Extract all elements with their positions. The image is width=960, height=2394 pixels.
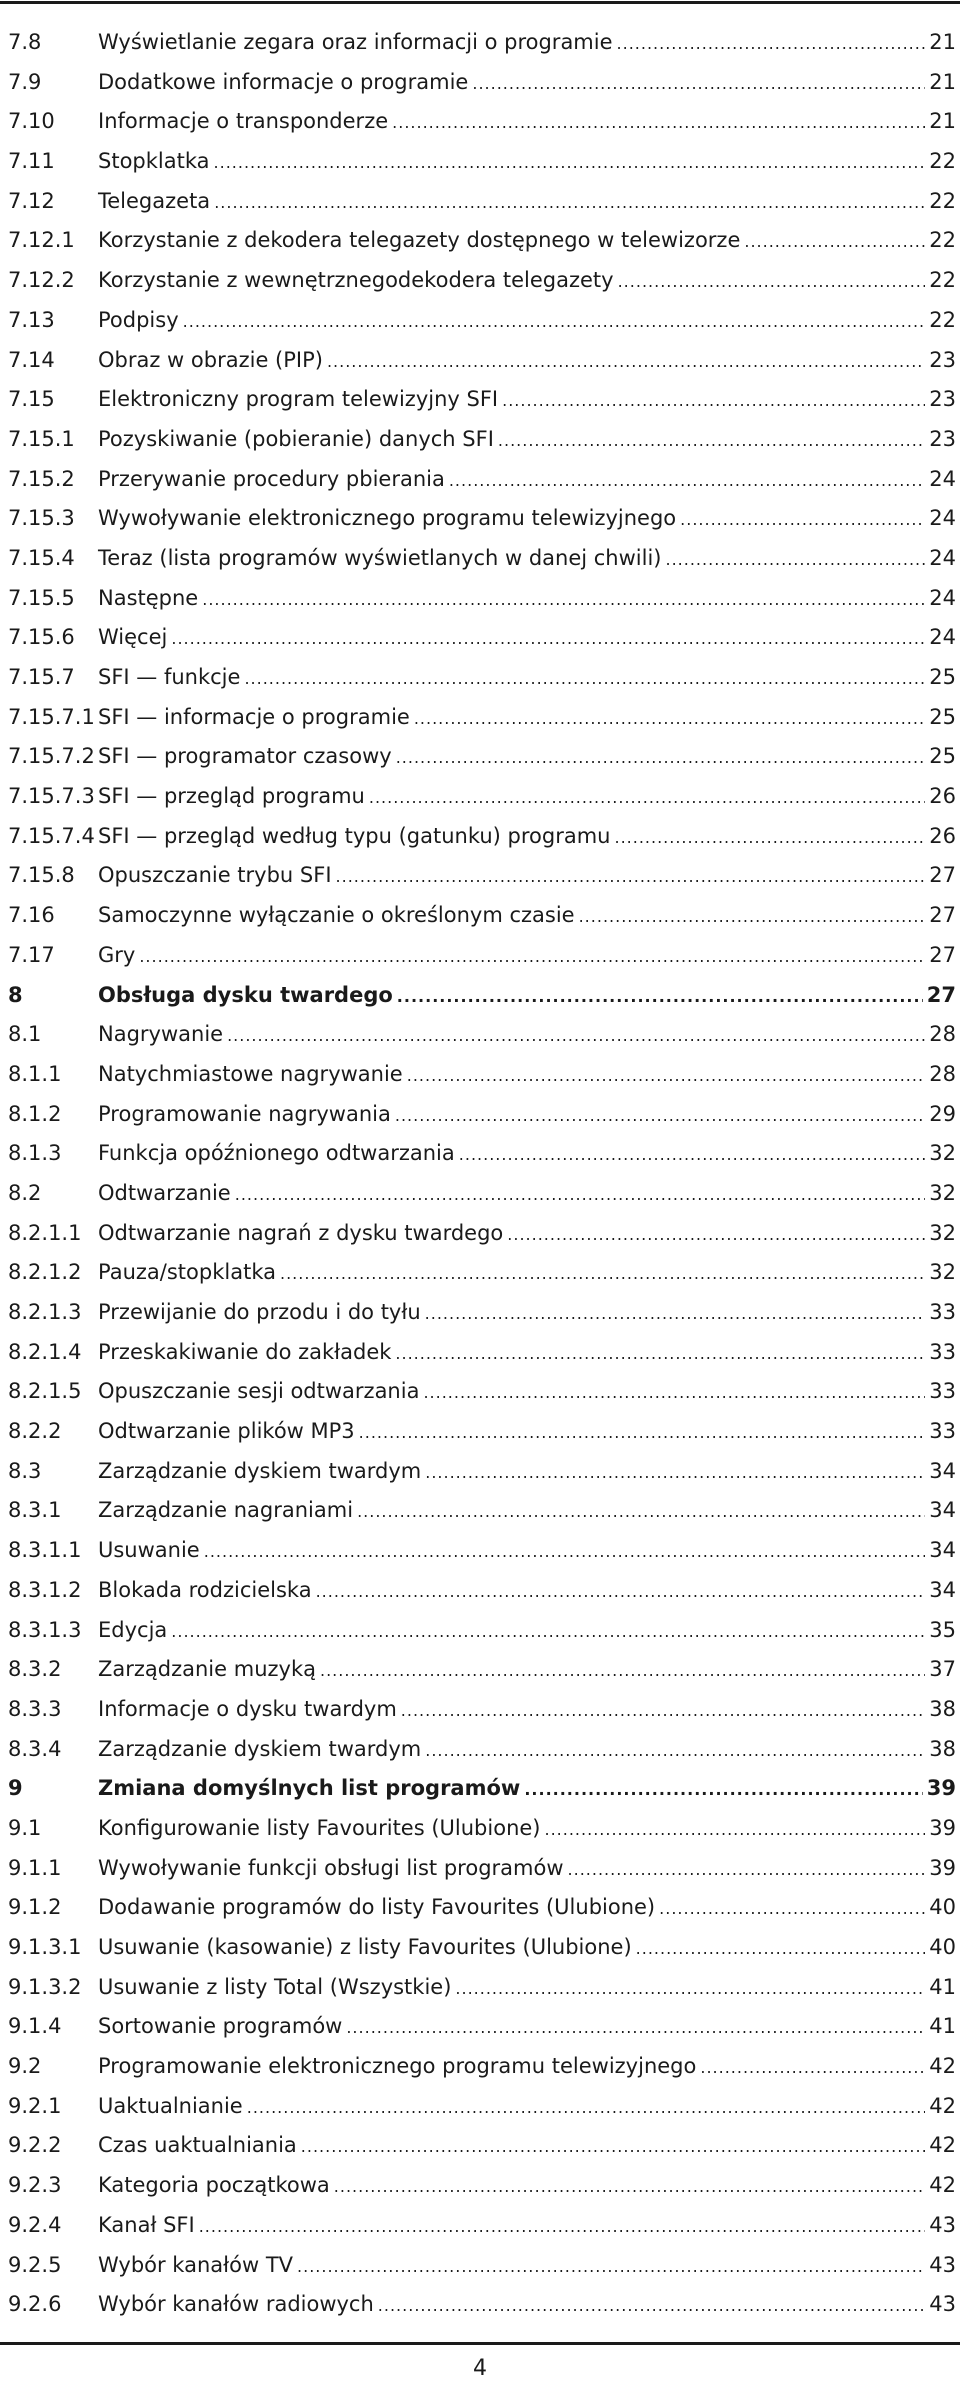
toc-entry-title: Wywoływanie elektronicznego programu telewizyjnego [98, 506, 677, 531]
toc-entry-page: 32 [929, 1180, 956, 1205]
toc-entry[interactable] [8, 1855, 956, 1898]
toc-entry-page: 22 [929, 149, 956, 174]
toc-entry[interactable] [8, 1736, 956, 1779]
toc-entry-title: SFI — przegląd programu [98, 784, 365, 809]
toc-entry-number: 7.15.7.1 [8, 704, 95, 729]
toc-dot-leader [214, 195, 925, 211]
toc-entry-title: Pozyskiwanie (pobieranie) danych SFI [98, 426, 494, 451]
toc-entry[interactable] [8, 307, 956, 350]
toc-entry-number: 9.1.2 [8, 1895, 62, 1920]
toc-entry-title: Przeskakiwanie do zakładek [98, 1339, 392, 1364]
toc-dot-leader [502, 393, 925, 409]
toc-entry-page: 34 [929, 1498, 956, 1523]
toc-dot-leader [204, 1544, 926, 1560]
toc-entry-title: SFI — informacje o programie [98, 704, 410, 729]
toc-entry[interactable] [8, 2056, 956, 2096]
toc-dot-leader [247, 2100, 926, 2116]
toc-entry[interactable] [8, 69, 956, 112]
toc-entry[interactable] [8, 1143, 956, 1183]
toc-dot-leader [666, 552, 926, 568]
toc-entry-page: 42 [929, 2054, 956, 2079]
toc-entry-title: Usuwanie (kasowanie) z listy Favourites (Ulubione) [98, 1935, 632, 1959]
toc-entry-page: 22 [929, 307, 956, 332]
toc-entry-page: 28 [929, 1022, 956, 1047]
toc-entry-page: 41 [929, 2014, 956, 2039]
toc-entry-title: Przerywanie procedury pbierania [98, 466, 445, 491]
toc-entry-title: Edycja [98, 1617, 168, 1642]
toc-entry-page: 25 [929, 665, 956, 689]
toc-dot-leader [244, 671, 925, 687]
toc-entry-number: 8.3.1 [8, 1498, 62, 1523]
toc-entry-title: Zmiana domyślnych list programów [98, 1776, 521, 1801]
toc-entry-page: 43 [929, 2252, 956, 2277]
toc-entry-page: 23 [929, 387, 956, 412]
toc-entry-page: 27 [929, 863, 956, 888]
toc-dot-leader [395, 1346, 925, 1362]
toc-entry-title: Informacje o dysku twardym [98, 1696, 397, 1721]
toc-entry[interactable] [8, 1302, 956, 1342]
toc-entry-number: 7.13 [8, 307, 55, 332]
toc-entry-number: 7.15.7.3 [8, 784, 95, 809]
toc-dot-leader [327, 354, 925, 370]
toc-entry[interactable] [8, 2093, 956, 2136]
toc-entry[interactable] [8, 1617, 956, 1660]
toc-entry-title: Teraz (lista programów wyświetlanych w danej chwili) [98, 545, 662, 570]
toc-entry-number: 7.15.2 [8, 466, 75, 491]
toc-dot-leader [636, 1941, 926, 1957]
toc-entry-number: 9.1.1 [8, 1855, 62, 1880]
toc-entry[interactable] [8, 585, 956, 628]
toc-entry[interactable] [8, 823, 956, 866]
toc-entry-page: 42 [929, 2093, 956, 2118]
toc-dot-leader [171, 1624, 925, 1640]
toc-entry-number: 7.9 [8, 69, 42, 94]
toc-entry-page: 21 [929, 30, 956, 54]
toc-entry-title: Uaktualnianie [98, 2093, 243, 2118]
toc-entry[interactable] [8, 1778, 956, 1818]
toc-entry-page: 27 [929, 903, 956, 928]
toc-entry[interactable] [8, 1220, 956, 1263]
toc-entry-title: Programowanie elektronicznego programu telewizyjnego [98, 2054, 697, 2079]
toc-dot-leader [700, 2060, 925, 2076]
toc-entry-number: 7.15 [8, 387, 55, 412]
toc-entry-title: Więcej [98, 625, 168, 650]
toc-dot-leader [336, 869, 926, 885]
toc-entry-title: Zarządzanie dyskiem twardym [98, 1736, 422, 1761]
toc-entry-number: 8.3.4 [8, 1736, 62, 1761]
toc-entry-title: Gry [98, 942, 136, 967]
toc-entry[interactable] [8, 151, 956, 191]
toc-entry-number: 8.1.1 [8, 1061, 62, 1086]
toc-entry-title: Usuwanie z listy Total (Wszystkie) [98, 1974, 452, 1999]
toc-dot-leader [414, 711, 925, 727]
toc-dot-leader [392, 115, 925, 131]
toc-dot-leader [202, 592, 925, 608]
toc-dot-leader [524, 1782, 922, 1798]
toc-entry-number: 9.2.5 [8, 2252, 62, 2277]
toc-entry-title: Kategoria początkowa [98, 2173, 330, 2198]
top-rule [0, 1, 960, 4]
toc-entry[interactable] [8, 545, 956, 588]
toc-entry[interactable] [8, 905, 956, 945]
toc-entry-title: Następne [98, 585, 199, 610]
toc-entry-page: 28 [929, 1061, 956, 1086]
toc-dot-leader [744, 234, 925, 250]
toc-entry[interactable] [8, 466, 956, 509]
toc-entry[interactable] [8, 667, 956, 707]
toc-entry-number: 8.1.3 [8, 1141, 62, 1166]
toc-entry-number: 8.3.2 [8, 1657, 62, 1682]
toc-entry-number: 7.12 [8, 188, 55, 213]
toc-entry-page: 24 [929, 506, 956, 531]
toc-entry[interactable] [8, 1180, 956, 1223]
toc-entry-title: Kanał SFI [98, 2212, 195, 2237]
toc-entry-page: 40 [929, 1895, 956, 1920]
toc-entry-title: Zarządzanie nagraniami [98, 1498, 354, 1523]
toc-entry-title: Korzystanie z wewnętrznegodekodera telegazety [98, 268, 614, 293]
toc-dot-leader [617, 36, 926, 52]
toc-entry-number: 8.1 [8, 1022, 42, 1047]
toc-dot-leader [369, 790, 925, 806]
toc-entry-page: 41 [929, 1974, 956, 1999]
toc-entry-number: 7.8 [8, 30, 42, 54]
toc-entry-title: Odtwarzanie [98, 1180, 231, 1205]
toc-dot-leader [401, 1703, 925, 1719]
toc-entry-page: 39 [926, 1776, 956, 1801]
toc-entry-page: 24 [929, 625, 956, 650]
toc-entry[interactable] [8, 786, 956, 826]
toc-entry-page: 21 [929, 109, 956, 134]
toc-entry[interactable] [8, 32, 956, 72]
toc-entry[interactable] [8, 2294, 956, 2334]
toc-entry-page: 43 [929, 2212, 956, 2237]
toc-entry-number: 7.11 [8, 149, 55, 174]
toc-entry-page: 24 [929, 545, 956, 570]
toc-entry[interactable] [8, 508, 956, 548]
toc-entry-title: Dodatkowe informacje o programie [98, 69, 469, 94]
toc-entry-page: 33 [929, 1339, 956, 1364]
toc-entry-title: Programowanie nagrywania [98, 1101, 391, 1126]
toc-entry-title: Pauza/stopklatka [98, 1260, 276, 1285]
toc-entry-number: 8.2.1.5 [8, 1379, 82, 1404]
toc-entry-page: 22 [929, 188, 956, 213]
toc-entry[interactable] [8, 2016, 956, 2056]
toc-entry-page: 25 [929, 704, 956, 729]
toc-entry-title: Informacje o transponderze [98, 109, 389, 134]
toc-entry-page: 29 [929, 1101, 956, 1126]
toc-dot-leader [579, 909, 926, 925]
toc-entry-number: 9.1.4 [8, 2014, 62, 2039]
toc-entry-title: Konfigurowanie listy Favourites (Ulubione) [98, 1815, 541, 1840]
toc-entry[interactable] [8, 2135, 956, 2175]
toc-entry-number: 8.3.3 [8, 1696, 62, 1721]
toc-entry[interactable] [8, 982, 956, 1025]
toc-dot-leader [235, 1187, 926, 1203]
toc-entry-number: 8.2.1.1 [8, 1220, 82, 1245]
toc-entry-page: 26 [929, 823, 956, 848]
toc-entry-number: 8.3.1.1 [8, 1538, 82, 1563]
toc-entry-page: 34 [929, 1577, 956, 1602]
toc-entry-title: Opuszczanie trybu SFI [98, 863, 332, 888]
toc-entry[interactable] [8, 347, 956, 390]
toc-entry-title: Telegazeta [98, 188, 211, 213]
toc-entry[interactable] [8, 865, 956, 905]
toc-entry-number: 7.15.8 [8, 863, 75, 888]
toc-entry[interactable] [8, 1262, 956, 1302]
toc-entry-number: 8.2 [8, 1180, 42, 1205]
page-number: 4 [473, 2356, 487, 2381]
toc-entry-title: Samoczynne wyłączanie o określonym czasie [98, 903, 575, 928]
toc-entry[interactable] [8, 1339, 956, 1382]
toc-entry-page: 25 [929, 744, 956, 769]
toc-entry-number: 7.12.2 [8, 268, 75, 293]
toc-dot-leader [183, 314, 926, 330]
toc-entry-number: 7.10 [8, 109, 55, 134]
toc-entry-title: Obraz w obrazie (PIP) [98, 347, 323, 372]
toc-entry-number: 9.2.2 [8, 2133, 62, 2158]
toc-entry-page: 33 [929, 1300, 956, 1324]
toc-entry-title: SFI — funkcje [98, 665, 241, 689]
toc-entry-number: 7.15.5 [8, 585, 75, 610]
toc-dot-leader [280, 1266, 925, 1282]
toc-entry-title: Podpisy [98, 307, 179, 332]
toc-dot-leader [407, 1068, 926, 1084]
toc-entry[interactable] [8, 942, 956, 985]
toc-entry-page: 42 [929, 2133, 956, 2158]
toc-entry-title: Blokada rodzicielska [98, 1577, 312, 1602]
toc-dot-leader [425, 1465, 925, 1481]
toc-entry-number: 8.2.2 [8, 1419, 62, 1444]
toc-entry-number: 8.2.1.3 [8, 1300, 82, 1324]
toc-entry-number: 8.2.1.4 [8, 1339, 82, 1364]
toc-entry[interactable] [8, 188, 956, 231]
toc-dot-leader [316, 1584, 926, 1600]
toc-entry-page: 39 [929, 1815, 956, 1840]
toc-entry-title: Wybór kanałów radiowych [98, 2292, 374, 2317]
toc-entry-page: 40 [929, 1935, 956, 1959]
toc-entry-title: Korzystanie z dekodera telegazety dostępnego w telewizorze [98, 228, 741, 253]
toc-entry[interactable] [8, 1421, 956, 1461]
toc-dot-leader [139, 949, 925, 965]
toc-entry[interactable] [8, 1101, 956, 1144]
table-of-contents [8, 32, 956, 2334]
toc-entry-number: 7.15.6 [8, 625, 75, 650]
toc-dot-leader [378, 2298, 925, 2314]
toc-entry[interactable] [8, 1024, 956, 1064]
toc-dot-leader [568, 1862, 926, 1878]
toc-dot-leader [227, 1028, 925, 1044]
toc-entry-page: 24 [929, 585, 956, 610]
toc-entry-number: 7.14 [8, 347, 55, 372]
toc-entry[interactable] [8, 1659, 956, 1699]
toc-entry[interactable] [8, 1696, 956, 1739]
toc-entry[interactable] [8, 2212, 956, 2255]
toc-entry-title: Funkcja opóźnionego odtwarzania [98, 1141, 455, 1166]
toc-entry-number: 8.3.1.2 [8, 1577, 82, 1602]
toc-entry[interactable] [8, 2252, 956, 2295]
toc-entry-number: 7.15.7.4 [8, 823, 95, 848]
toc-dot-leader [423, 1385, 925, 1401]
toc-dot-leader [320, 1663, 925, 1679]
toc-dot-leader [346, 2020, 925, 2036]
toc-entry-page: 32 [929, 1260, 956, 1285]
toc-entry-page: 22 [929, 228, 956, 253]
toc-entry-title: Natychmiastowe nagrywanie [98, 1061, 403, 1086]
toc-dot-leader [545, 1822, 926, 1838]
toc-entry[interactable] [8, 1500, 956, 1540]
toc-entry-number: 7.12.1 [8, 228, 75, 253]
toc-entry-title: Czas uaktualniania [98, 2133, 297, 2158]
toc-entry-page: 32 [929, 1220, 956, 1245]
toc-entry-page: 38 [929, 1736, 956, 1761]
toc-entry-number: 9.2.6 [8, 2292, 62, 2317]
toc-entry-page: 42 [929, 2173, 956, 2198]
toc-entry-title: Dodawanie programów do listy Favourites (Ulubione) [98, 1895, 656, 1920]
toc-entry-page: 35 [929, 1617, 956, 1642]
toc-entry[interactable] [8, 111, 956, 151]
toc-dot-leader [214, 155, 926, 171]
toc-entry-page: 32 [929, 1141, 956, 1166]
toc-entry-page: 27 [929, 942, 956, 967]
toc-entry-title: Przewijanie do przodu i do tyłu [98, 1300, 421, 1324]
toc-entry-title: Odtwarzanie nagrań z dysku twardego [98, 1220, 504, 1245]
toc-entry-number: 9 [8, 1776, 23, 1801]
toc-dot-leader [449, 473, 925, 489]
toc-entry-number: 8.3.1.3 [8, 1617, 82, 1642]
toc-entry-title: SFI — przegląd według typu (gatunku) programu [98, 823, 611, 848]
toc-entry-title: Zarządzanie dyskiem twardym [98, 1458, 422, 1483]
toc-dot-leader [659, 1901, 925, 1917]
toc-entry-page: 34 [929, 1458, 956, 1483]
toc-entry[interactable] [8, 746, 956, 786]
toc-entry-title: SFI — programator czasowy [98, 744, 392, 769]
toc-entry-page: 23 [929, 347, 956, 372]
toc-entry-number: 9.2.3 [8, 2173, 62, 2198]
toc-entry-number: 9.2.4 [8, 2212, 62, 2237]
toc-entry-page: 38 [929, 1696, 956, 1721]
toc-entry-page: 33 [929, 1379, 956, 1404]
toc-dot-leader [614, 830, 925, 846]
toc-dot-leader [618, 274, 926, 290]
toc-entry-page: 37 [929, 1657, 956, 1682]
toc-entry-title: Odtwarzanie plików MP3 [98, 1419, 355, 1444]
toc-entry-page: 39 [929, 1855, 956, 1880]
toc-dot-leader [395, 1108, 925, 1124]
toc-dot-leader [397, 989, 923, 1005]
toc-entry-number: 7.15.1 [8, 426, 75, 451]
toc-entry-page: 22 [929, 268, 956, 293]
toc-entry-page: 26 [929, 784, 956, 809]
toc-dot-leader [425, 1743, 925, 1759]
toc-entry-number: 7.15.7.2 [8, 744, 95, 769]
toc-dot-leader [171, 631, 925, 647]
toc-entry-number: 8.2.1.2 [8, 1260, 82, 1285]
toc-entry-page: 33 [929, 1419, 956, 1444]
toc-entry[interactable] [8, 627, 956, 667]
toc-entry-number: 9.1 [8, 1815, 42, 1840]
toc-dot-leader [297, 2259, 925, 2275]
toc-entry[interactable] [8, 1937, 956, 1977]
toc-entry-page: 34 [929, 1538, 956, 1563]
toc-entry-title: Stopklatka [98, 149, 210, 174]
toc-entry-number: 9.1.3.1 [8, 1935, 82, 1959]
toc-entry-title: Obsługa dysku twardego [98, 982, 393, 1007]
toc-entry[interactable] [8, 1815, 956, 1858]
toc-entry[interactable] [8, 1974, 956, 2017]
toc-entry-title: Wywoływanie funkcji obsługi list programów [98, 1855, 564, 1880]
toc-entry-number: 7.16 [8, 903, 55, 928]
toc-entry-title: Elektroniczny program telewizyjny SFI [98, 387, 499, 412]
toc-entry[interactable] [8, 426, 956, 469]
toc-dot-leader [357, 1504, 925, 1520]
toc-entry-title: Wybór kanałów TV [98, 2252, 294, 2277]
toc-entry-page: 23 [929, 426, 956, 451]
toc-entry-title: Opuszczanie sesji odtwarzania [98, 1379, 420, 1404]
toc-entry[interactable] [8, 1897, 956, 1937]
toc-entry-number: 8.1.2 [8, 1101, 62, 1126]
toc-entry-page: 27 [926, 982, 956, 1007]
toc-entry-number: 7.17 [8, 942, 55, 967]
toc-dot-leader [507, 1227, 925, 1243]
toc-dot-leader [425, 1306, 926, 1322]
toc-entry[interactable] [8, 270, 956, 310]
toc-entry-number: 8.3 [8, 1458, 42, 1483]
toc-entry[interactable] [8, 1061, 956, 1104]
toc-dot-leader [459, 1147, 926, 1163]
toc-dot-leader [301, 2139, 925, 2155]
toc-entry-page: 43 [929, 2292, 956, 2317]
toc-dot-leader [498, 433, 925, 449]
bottom-rule [0, 2342, 960, 2345]
toc-entry-number: 9.1.3.2 [8, 1974, 82, 1999]
toc-entry[interactable] [8, 1577, 956, 1620]
toc-entry-number: 7.15.4 [8, 545, 75, 570]
toc-entry[interactable] [8, 1381, 956, 1421]
toc-entry-page: 24 [929, 466, 956, 491]
toc-dot-leader [359, 1425, 926, 1441]
toc-entry-number: 7.15.3 [8, 506, 75, 531]
toc-entry-title: Zarządzanie muzyką [98, 1657, 316, 1682]
toc-dot-leader [396, 750, 926, 766]
toc-entry[interactable] [8, 230, 956, 270]
toc-entry-title: Sortowanie programów [98, 2014, 343, 2039]
toc-entry-number: 9.2.1 [8, 2093, 62, 2118]
toc-entry[interactable] [8, 704, 956, 747]
toc-entry-page: 21 [929, 69, 956, 94]
toc-entry-number: 9.2 [8, 2054, 42, 2079]
toc-entry-title: Nagrywanie [98, 1022, 224, 1047]
toc-dot-leader [455, 1981, 925, 1997]
toc-entry-number: 8 [8, 982, 23, 1007]
toc-entry[interactable] [8, 1458, 956, 1501]
toc-entry[interactable] [8, 389, 956, 429]
toc-dot-leader [680, 512, 925, 528]
toc-entry-title: Usuwanie [98, 1538, 200, 1563]
toc-dot-leader [199, 2219, 926, 2235]
toc-dot-leader [472, 76, 925, 92]
toc-dot-leader [334, 2179, 925, 2195]
toc-entry-number: 7.15.7 [8, 665, 75, 689]
toc-entry-title: Wyświetlanie zegara oraz informacji o programie [98, 30, 613, 54]
toc-entry[interactable] [8, 2175, 956, 2215]
toc-entry[interactable] [8, 1540, 956, 1580]
